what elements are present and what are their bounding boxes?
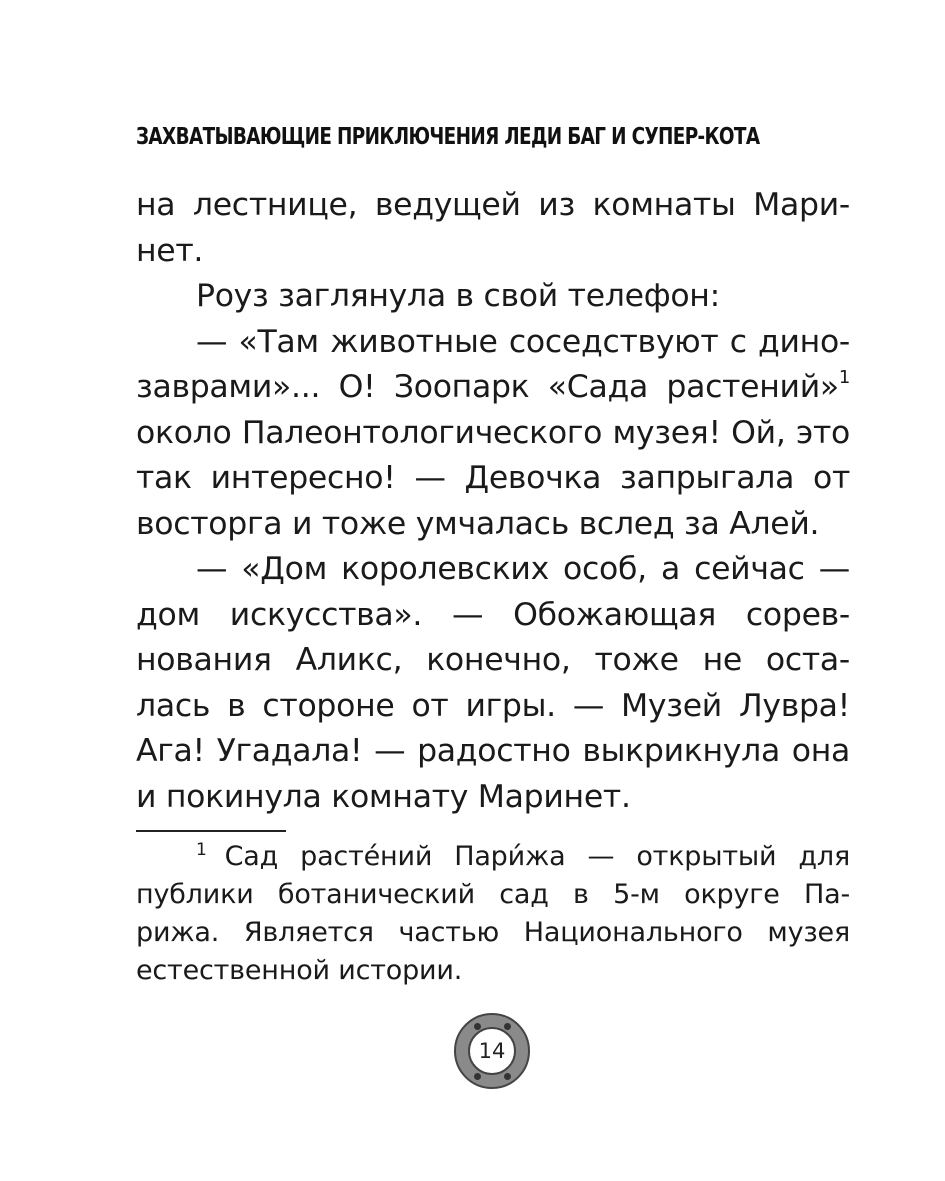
- footnote-reference: 1: [838, 367, 850, 388]
- footnote-line: [136, 838, 850, 876]
- body-text: [136, 183, 850, 820]
- body-line: нет.: [136, 232, 204, 269]
- body-line: — «Там животные соседствуют с дино-: [196, 323, 850, 360]
- footnote-marker: 1: [196, 840, 207, 860]
- footnote-line: публики ботанический сад в 5-м округе Па-: [136, 879, 850, 910]
- body-line: так интересно! — Девочка запрыгала от: [136, 460, 850, 496]
- footnote-line-text: Сад расте́ний Пари́жа — открытый для: [224, 841, 850, 872]
- body-line: на лестнице, ведущей из комнаты Мари-: [136, 187, 850, 223]
- body-line: Ага! Угадала! — радостно выкрикнула она: [136, 733, 850, 769]
- body-line: Роуз заглянула в свой телефон:: [196, 278, 720, 314]
- footnote-divider: [136, 830, 286, 832]
- page-number: 14: [468, 1027, 516, 1075]
- body-line: лась в стороне от игры. — Музей Лувра!: [136, 687, 850, 724]
- footnote-line: рижа. Является частью Национального музея: [136, 917, 850, 948]
- body-line: восторга и тоже умчалась вслед за Алей.: [136, 505, 820, 542]
- body-line-with-footnote: [136, 365, 850, 411]
- page-number-badge: [454, 1013, 530, 1089]
- badge-dot: [504, 1073, 511, 1080]
- body-line: и покинула комнату Маринет.: [136, 778, 631, 815]
- badge-dot: [504, 1023, 511, 1030]
- body-line: дом искусства». — Обожающая сорев-: [136, 596, 850, 633]
- body-line: около Палеонтологического музея! Ой, это: [136, 414, 850, 451]
- body-line: — «Дом королевских особ, а сейчас —: [196, 551, 850, 587]
- running-head: ЗАХВАТЫВАЮЩИЕ ПРИКЛЮЧЕНИЯ ЛЕДИ БАГ И СУПЕР-КОТА: [136, 124, 760, 150]
- footnote: [136, 838, 850, 990]
- footnote-line: естественной истории.: [136, 955, 463, 986]
- body-line: нования Аликс, конечно, тоже не оста-: [136, 642, 850, 678]
- body-line-text: заврами»... О! Зоопарк «Сада растений»: [136, 369, 839, 405]
- badge-dot: [474, 1073, 481, 1080]
